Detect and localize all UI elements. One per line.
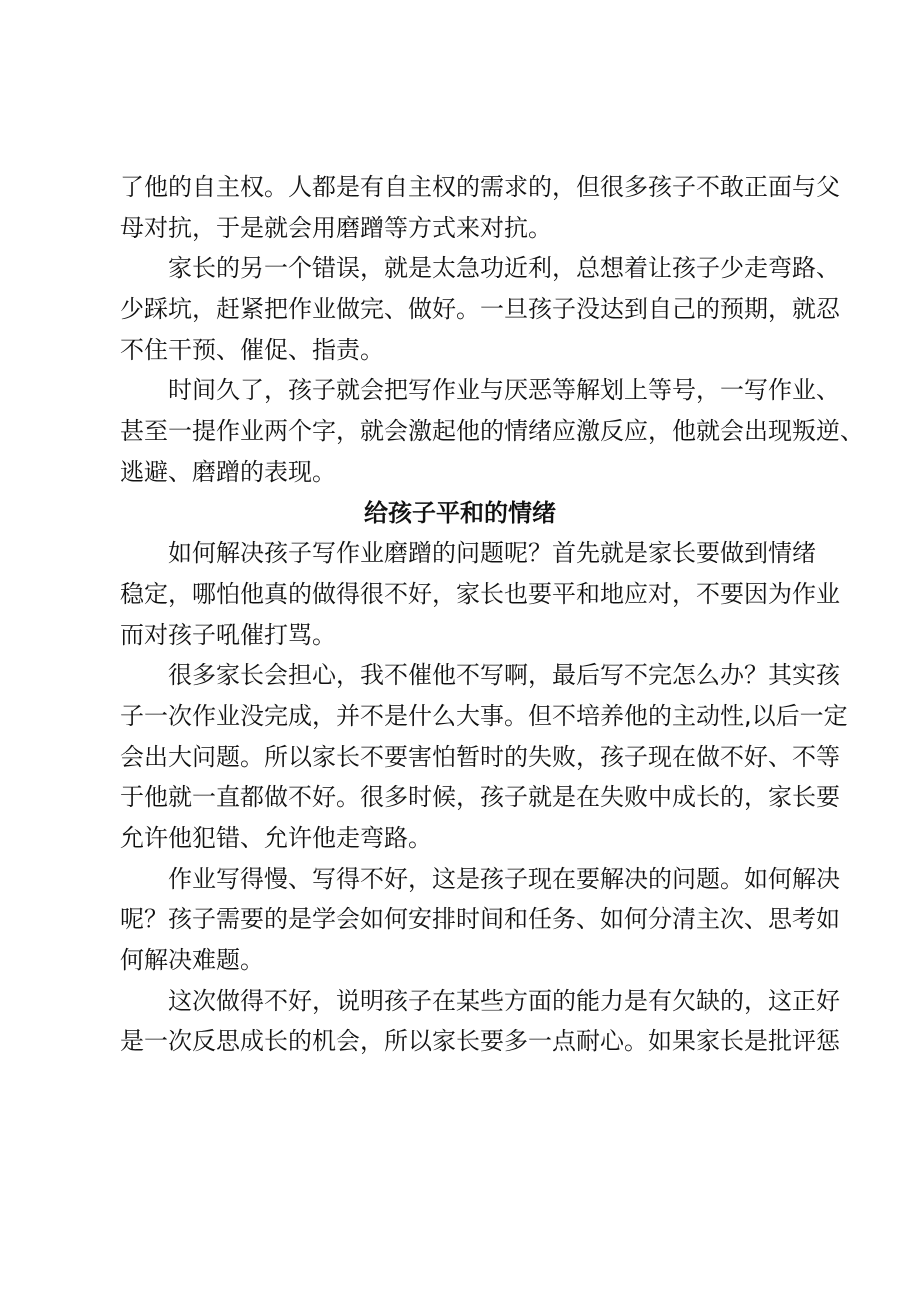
text-line: 会出大问题。所以家长不要害怕暂时的失败，孩子现在做不好、不等 — [120, 742, 840, 771]
text-line: 何解决难题。 — [120, 946, 264, 975]
text-line: 子一次作业没完成，并不是什么大事。但不培养他的主动性,以后一定 — [120, 701, 848, 730]
text-line: 很多家长会担心，我不催他不写啊，最后写不完怎么办？其实孩 — [168, 661, 840, 690]
text-line: 时间久了，孩子就会把写作业与厌恶等解划上等号，一写作业、 — [168, 376, 840, 405]
text-line: 少踩坑，赶紧把作业做完、做好。一旦孩子没达到自己的预期，就忍 — [120, 295, 840, 324]
text-line: 家长的另一个错误，就是太急功近利，总想着让孩子少走弯路、 — [168, 254, 840, 283]
paragraph — [120, 859, 840, 981]
text-line: 不住干预、催促、指责。 — [120, 335, 384, 364]
text-line: 了他的自主权。人都是有自主权的需求的，但很多孩子不敢正面与父 — [120, 173, 840, 201]
paragraph — [120, 167, 840, 248]
text-line: 是一次反思成长的机会，所以家长要多一点耐心。如果家长是批评惩 — [120, 1027, 840, 1056]
text-line: 母对抗，于是就会用磨蹭等方式来对抗。 — [120, 213, 552, 242]
text-line: 如何解决孩子写作业磨蹭的问题呢？首先就是家长要做到情绪 — [168, 539, 816, 568]
text-line: 稳定，哪怕他真的做得很不好，家长也要平和地应对，不要因为作业 — [120, 579, 840, 608]
text-line: 甚至一提作业两个字，就会激起他的情绪应激反应，他就会出现叛逆、 — [120, 417, 864, 446]
paragraph — [120, 248, 840, 370]
paragraph — [120, 655, 848, 858]
text-line: 呢？孩子需要的是学会如何安排时间和任务、如何分清主次、思考如 — [120, 905, 840, 934]
text-line: 而对孩子吼催打骂。 — [120, 620, 336, 649]
paragraph — [120, 981, 840, 1062]
paragraph — [120, 370, 864, 492]
document-body — [120, 167, 864, 1062]
text-line: 逃避、磨蹭的表现。 — [120, 457, 336, 486]
section-heading: 给孩子平和的情绪 — [364, 498, 556, 527]
text-line: 允许他犯错、允许他走弯路。 — [120, 824, 432, 852]
text-line: 这次做得不好，说明孩子在某些方面的能力是有欠缺的，这正好 — [168, 986, 840, 1015]
text-line: 于他就一直都做不好。很多时候，孩子就是在失败中成长的，家长要 — [120, 783, 840, 812]
text-line: 作业写得慢、写得不好，这是孩子现在要解决的问题。如何解决 — [168, 864, 840, 893]
paragraph — [120, 533, 840, 655]
